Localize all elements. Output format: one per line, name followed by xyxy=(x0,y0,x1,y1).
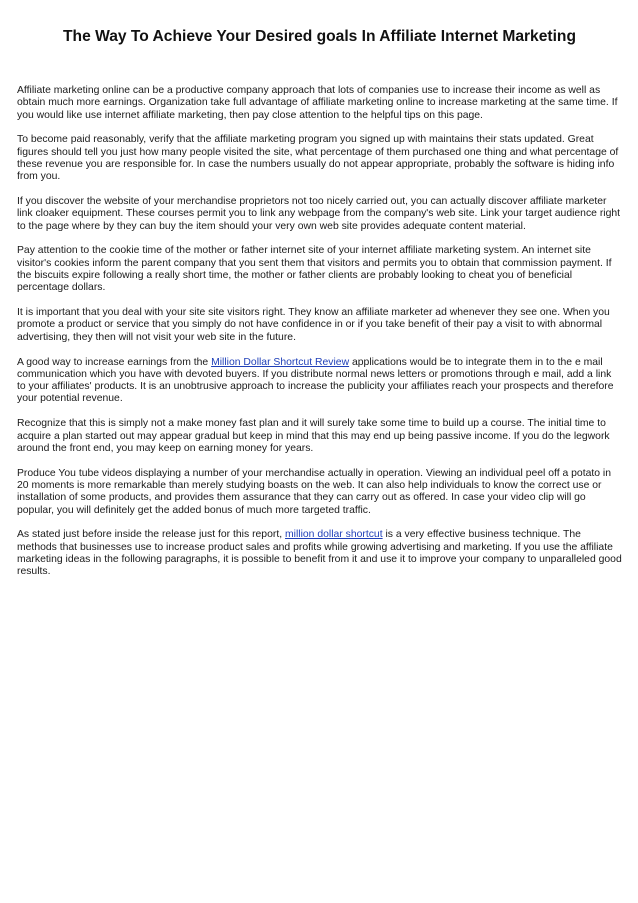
paragraph-site-visitors: It is important that you deal with your site site visitors right. They know an affiliate marketer ad whenever they see one. When you promote a product or service that you simply do not have confidence in or if you take benefit of their pay a visit to with abnormal advertising, they then will not visit your web site in the future. xyxy=(17,307,610,343)
paragraph-intro: Affiliate marketing online can be a productive company approach that lots of companies use to increase their income as well as obtain much more earnings. Organization take full advantage of affiliate marketing online to increase marketing at the same time. If you would like use internet affiliate marketing, then pay close attention to the helpful tips on this page. xyxy=(17,85,618,121)
paragraph-cookie-time: Pay attention to the cookie time of the mother or father internet site of your internet affiliate marketing system. An internet site visitor's cookies inform the parent company that you sent them that visitors and permits you to obtain that commission payment. If the biscuits expire following a really short time, the mother or father clients are probably looking to cheat you of beneficial percentage dollars. xyxy=(17,245,612,294)
document-title: The Way To Achieve Your Desired goals In Affiliate Internet Marketing xyxy=(63,28,576,45)
paragraph-text-after-link: applications would be to integrate them in to the e mail communication which you have with devoted buyers. If you distribute normal news letters or promotions through e mail, add a link to your affiliates' products. It is an unobtrusive approach to increase the publicity your affiliates reach your prospects and therefore your potential revenue. xyxy=(17,356,614,405)
paragraph-videos: Produce You tube videos displaying a number of your merchandise actually in operation. Viewing an individual peel off a potato in 20 moments is more remarkable than merely studying boasts on the web. It can also help individuals to know the correct use or installation of some products, and provides them assurance that they can carry out as offered. In case your video clip will go popular, you will definitely get the added bonus of much more targeted traffic. xyxy=(17,467,612,516)
paragraph-text-before-link: As stated just before inside the release just for this report, xyxy=(17,529,285,541)
paragraph-passive-income: Recognize that this is simply not a make money fast plan and it will surely take some time to build up a course. The initial time to acquire a plan started out may appear gradual but keep in mind that this may end up being passive income. If you do the legwork around the front end, you may keep on earning money for years. xyxy=(17,418,610,454)
paragraph-conclusion xyxy=(17,529,622,578)
paragraph-email-communication xyxy=(17,357,622,406)
paragraph-link-cloaker: If you discover the website of your merchandise proprietors not too nicely carried out, you can actually discover affiliate marketer link cloaker equipment. These courses permit you to link any webpage from the company's web site. Link your target audience right to the page where by they can buy the item should your very own web site provides adequate content material. xyxy=(17,196,621,232)
million-dollar-shortcut-review-link[interactable]: Million Dollar Shortcut Review xyxy=(211,356,350,368)
paragraph-text-after-link: is a very effective business technique. The methods that businesses use to increase product sales and profits while growing advertising and marketing. If you use the affiliate marketing ideas in the following paragraphs, it is possible to benefit from it and use it to improve your company to unparalleled good results. xyxy=(17,529,622,578)
paragraph-stats: To become paid reasonably, verify that the affiliate marketing program you signed up with maintains their stats updated. Great figures should tell you just how many people visited the site, what percentage of them purchased one thing and what percentage of these revenue you are responsible for. In case the numbers usually do not appear appropriate, probably the software is hiding info from you. xyxy=(17,134,619,183)
million-dollar-shortcut-link[interactable]: million dollar shortcut xyxy=(285,529,383,541)
paragraph-text-before-link: A good way to increase earnings from the xyxy=(17,356,212,368)
